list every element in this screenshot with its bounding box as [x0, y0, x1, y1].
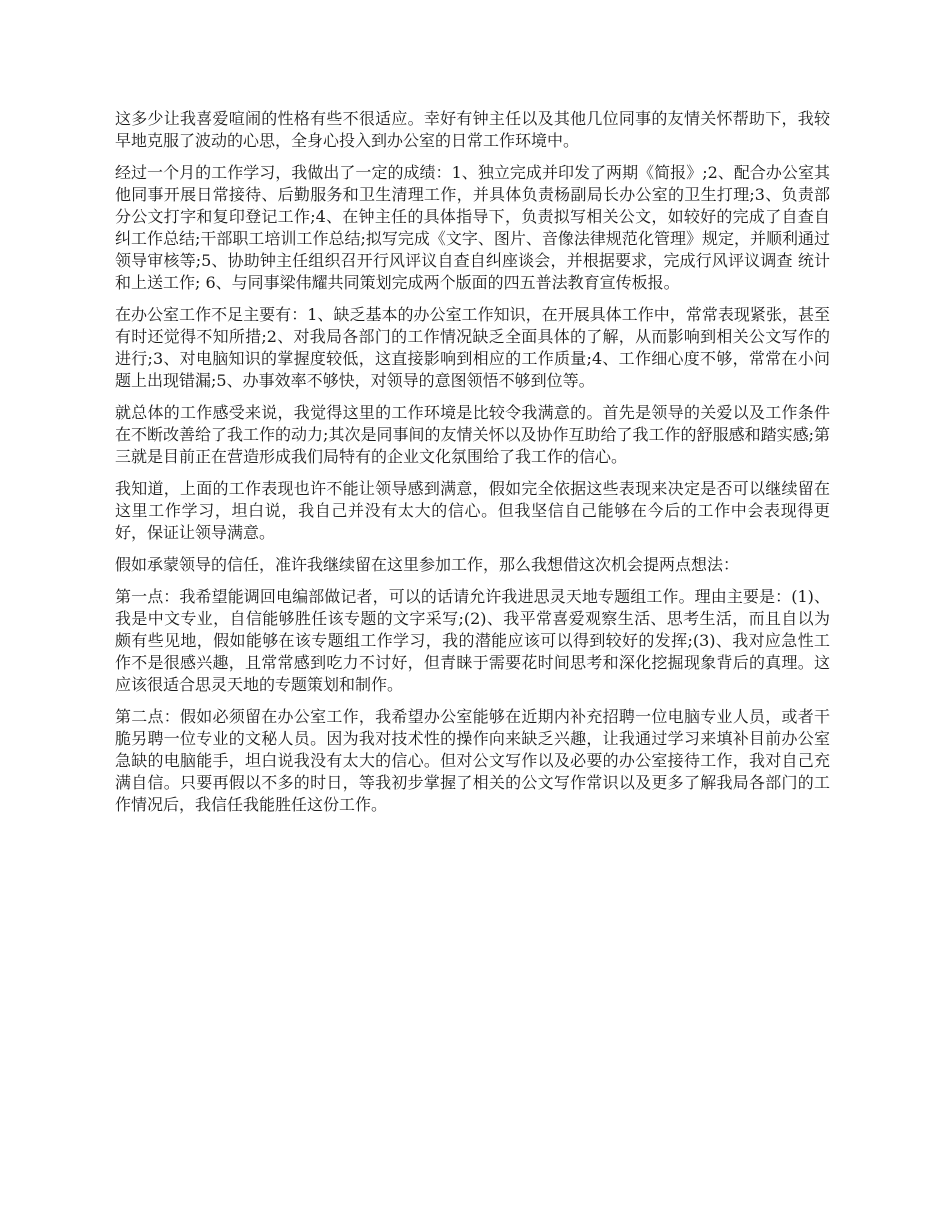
paragraph-work-feelings: 就总体的工作感受来说，我觉得这里的工作环境是比较令我满意的。首先是领导的关爱以及工作条件在不断改善给了我工作的动力;其次是同事间的友情关怀以及协作互助给了我工作的舒服感和踏实感;第三就是目前正在营造形成我们局特有的企业文化氛围给了我工作的信心。 — [115, 403, 830, 466]
paragraph-point-two: 第二点：假如必须留在办公室工作，我希望办公室能够在近期内补充招聘一位电脑专业人员，或者干脆另聘一位专业的文秘人员。因为我对技术性的操作向来缺乏兴趣，让我通过学习来填补目前办公室急缺的电脑能手，坦白说我没有太大的信心。但对公文写作以及必要的办公室接待工作，我对自己充满自信。只要再假以不多的时日，等我初步掌握了相关的公文写作常识以及更多了解我局各部门的工作情况后，我信任我能胜任这份工作。 — [115, 707, 830, 814]
paragraph-proposal-intro: 假如承蒙领导的信任，准许我继续留在这里参加工作，那么我想借这次机会提两点想法： — [115, 555, 740, 574]
paragraph-point-one: 第一点：我希望能调回电编部做记者，可以的话请允许我进思灵天地专题组工作。理由主要是：(1)、我是中文专业，自信能够胜任该专题的文字采写;(2)、我平常喜爱观察生活、思考生活，而且自以为颇有些见地，假如能够在该专题组工作学习，我的潜能应该可以得到较好的发挥;(3)、我对应急性工作不是很感兴趣，且常常感到吃力不讨好，但青睐于需要花时间思考和深化挖掘现象背后的真理。这应该很适合思灵天地的专题策划和制作。 — [115, 587, 830, 694]
paragraph-adaptation: 这多少让我喜爱喧闹的性格有些不很适应。幸好有钟主任以及其他几位同事的友情关怀帮助下，我较早地克服了波动的心思，全身心投入到办公室的日常工作环境中。 — [115, 109, 830, 150]
paragraph-achievements: 经过一个月的工作学习，我做出了一定的成绩：1、独立完成并印发了两期《简报》;2、配合办公室其他同事开展日常接待、后勤服务和卫生清理工作，并具体负责杨副局长办公室的卫生打理;3、负责部分公文打字和复印登记工作;4、在钟主任的具体指导下，负责拟写相关公文，如较好的完成了自查自纠工作总结;干部职工培训工作总结;拟写完成《文字、图片、音像法律规范化管理》规定，并顺利通过领导审核等;5、协助钟主任组织召开行风评议自查自纠座谈会，并根据要求，完成行风评议调查 统计和上送工作; 6、与同事梁伟耀共同策划完成两个版面的四五普法教育宣传板报。 — [115, 163, 830, 292]
paragraph-shortcomings: 在办公室工作不足主要有：1、缺乏基本的办公室工作知识，在开展具体工作中，常常表现紧张，甚至有时还觉得不知所措;2、对我局各部门的工作情况缺乏全面具体的了解，从而影响到相关公文写作的进行;3、对电脑知识的掌握度较低，这直接影响到相应的工作质量;4、工作细心度不够，常常在小问题上出现错漏;5、办事效率不够快，对领导的意图领悟不够到位等。 — [115, 305, 830, 390]
paragraph-confidence: 我知道，上面的工作表现也许不能让领导感到满意，假如完全依据这些表现来决定是否可以继续留在这里工作学习，坦白说，我自己并没有太大的信心。但我坚信自己能够在今后的工作中会表现得更好，保证让领导满意。 — [115, 479, 830, 542]
document-body — [115, 108, 830, 826]
